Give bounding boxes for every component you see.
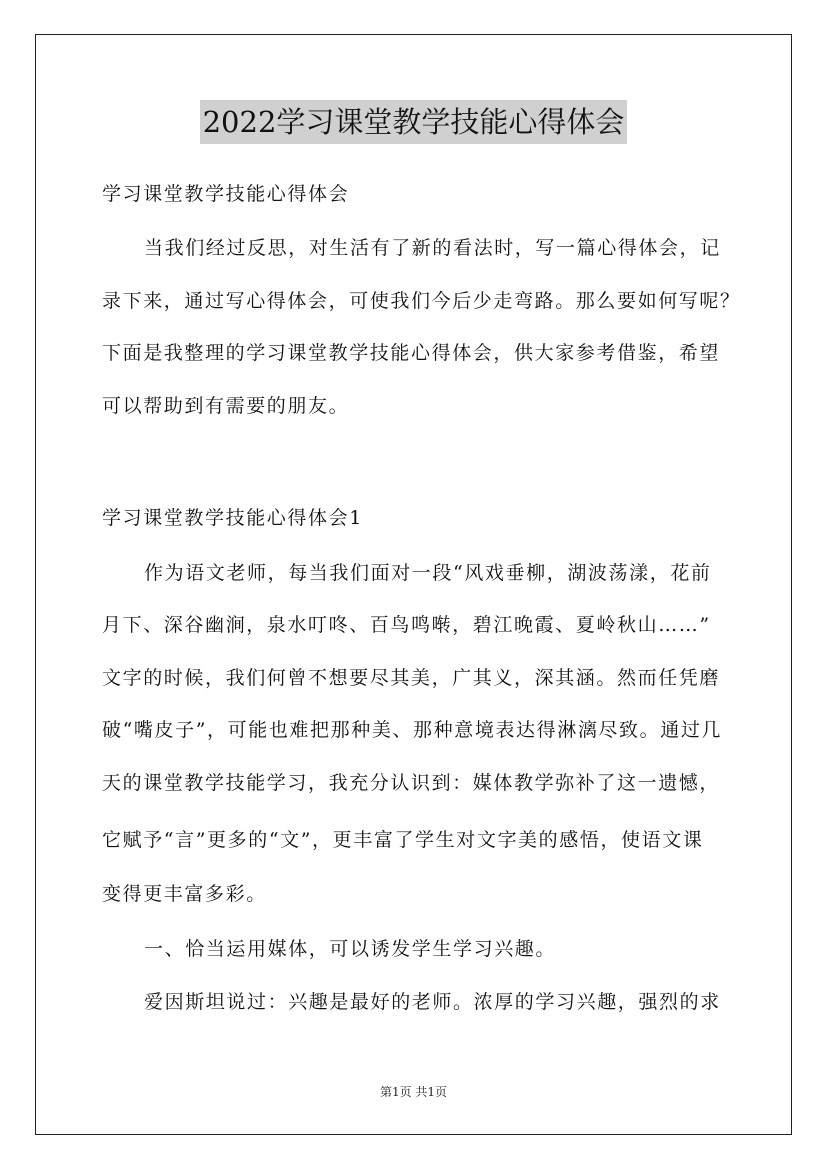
paragraph-line: 可以帮助到有需要的朋友。	[102, 395, 350, 417]
paragraph-line: 当我们经过反思，对生活有了新的看法时，写一篇心得体会，记	[144, 237, 721, 259]
paragraph-line: 天的课堂教学技能学习，我充分认识到：媒体教学弥补了这一遗憾，	[102, 772, 721, 794]
title-container	[0, 100, 827, 144]
paragraph-line: 变得更丰富多彩。	[102, 883, 267, 905]
section-heading: 学习课堂教学技能心得体会	[102, 183, 350, 205]
paragraph-line: 一、恰当运用媒体，可以诱发学生学习兴趣。	[144, 938, 557, 960]
page-footer: 第1页 共1页	[379, 1085, 448, 1099]
paragraph-line: 它赋予“言”更多的“文”，更丰富了学生对文字美的感悟，使语文课	[102, 829, 704, 851]
paragraph-line: 爱因斯坦说过：兴趣是最好的老师。浓厚的学习兴趣，强烈的求	[144, 991, 721, 1013]
section-heading: 学习课堂教学技能心得体会1	[102, 507, 363, 529]
paragraph-line: 作为语文老师，每当我们面对一段“风戏垂柳，湖波荡漾，花前	[144, 562, 712, 584]
paragraph-line: 月下、深谷幽涧，泉水叮咚、百鸟鸣啭，碧江晚霞、夏岭秋山……”	[102, 614, 711, 636]
paragraph-line: 文字的时候，我们何曾不想要尽其美，广其义，深其涵。然而任凭磨	[102, 667, 721, 689]
document-title: 2022学习课堂教学技能心得体会	[200, 100, 628, 144]
paragraph-line: 下面是我整理的学习课堂教学技能心得体会，供大家参考借鉴，希望	[102, 342, 721, 364]
paragraph-line: 录下来，通过写心得体会，可使我们今后少走弯路。那么要如何写呢？	[102, 290, 741, 312]
paragraph-line: 破“嘴皮子”，可能也难把那种美、那种意境表达得淋漓尽致。通过几	[102, 719, 723, 741]
